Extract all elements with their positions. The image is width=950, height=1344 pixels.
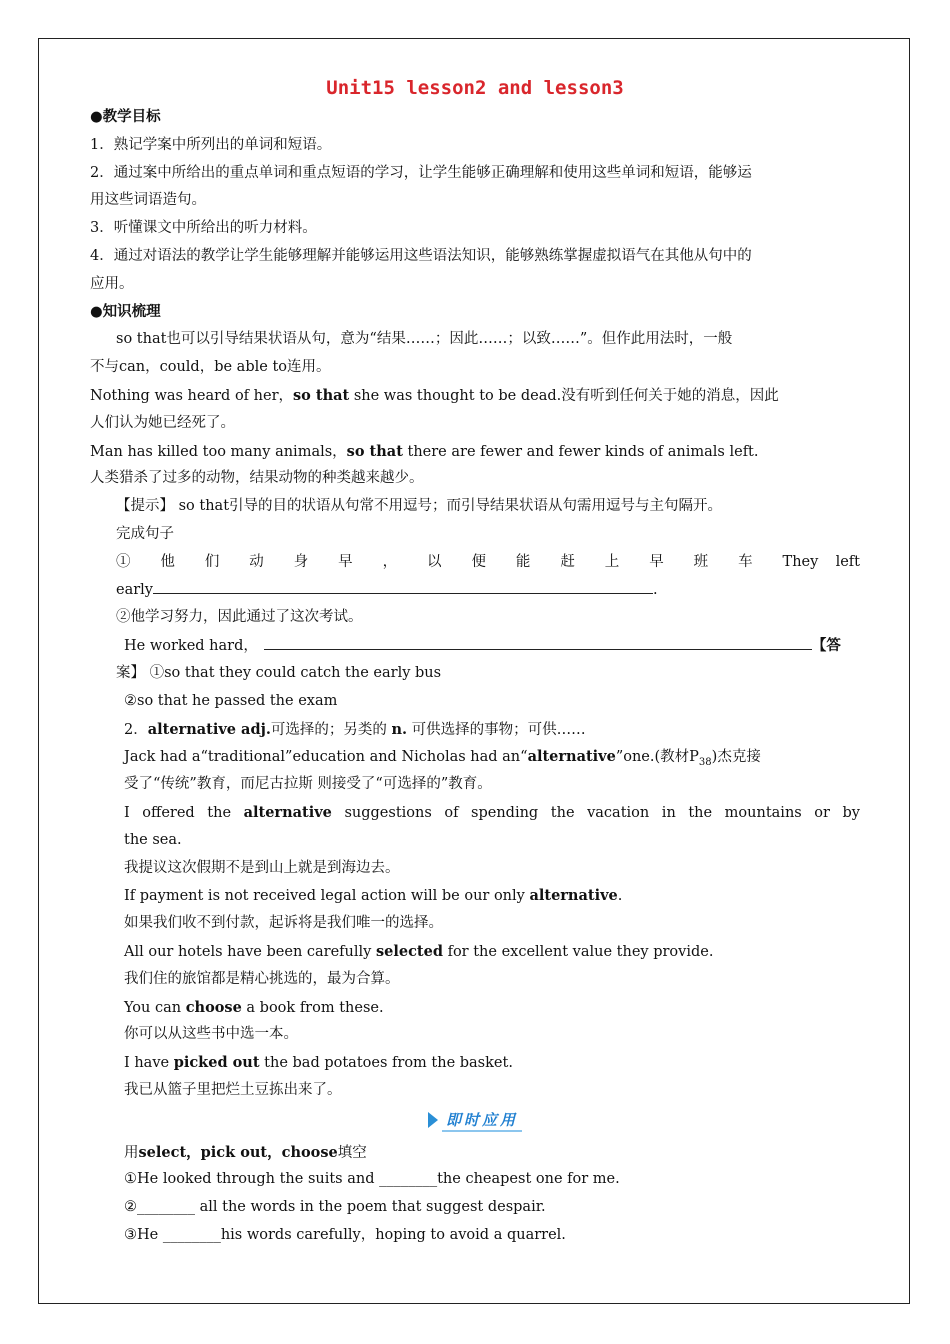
example-sentence (90, 438, 860, 466)
example-sentence (90, 938, 860, 966)
example-translation: 受了“传统”教育，而尼古拉斯 则接受了“可选择的”教育。 (124, 776, 492, 793)
example-text: Jack had a“traditional”education and Nicholas had an“ (124, 749, 528, 766)
example-text: All our hotels have been carefully (124, 943, 376, 960)
page-title: Unit15 lesson2 and lesson3 (326, 77, 624, 99)
complete-sentences-label: 完成句子 (116, 525, 174, 542)
keyword: so that (346, 442, 403, 460)
exercise-question: ②他学习努力，因此通过了这次考试。 (116, 609, 363, 626)
example-sentence (90, 743, 860, 771)
exercise-answer-line (90, 632, 860, 660)
objective-item: 4．通过对语法的教学让学生能够理解并能够运用这些语法知识，能够熟练掌握虚拟语气在其他从句中的 (90, 247, 752, 264)
vocab-word: alternative adj. (147, 720, 271, 738)
practice-instruction (90, 1139, 860, 1167)
so-that-intro-cont: 不与can，could，be able to连用。 (90, 359, 331, 376)
objectives-heading: ●教学目标 (90, 109, 161, 125)
example-translation: 我已从篮子里把烂土豆拣出来了。 (124, 1081, 342, 1098)
example-sentence (90, 1049, 860, 1077)
example-translation: 我提议这次假期不是到山上就是到海边去。 (124, 859, 400, 876)
vocab-number: 2． (124, 721, 148, 738)
page-ref: 38 (698, 757, 712, 769)
instruction-text: 填空 (337, 1144, 367, 1161)
example-text: Nothing was heard of her， (90, 387, 293, 404)
example-text: If payment is not received legal action will be our only (124, 888, 530, 905)
vocab-meaning: 可选择的；另类的 (270, 721, 392, 738)
example-text: . (617, 888, 623, 905)
vocab-heading (90, 716, 860, 744)
example-translation: 我们住的旅馆都是精心挑选的，最为合算。 (124, 970, 400, 987)
objective-item: 3．听懂课文中所给出的听力材料。 (90, 220, 317, 237)
exercise-answer-line (90, 577, 860, 605)
example-text: a book from these. (241, 999, 384, 1016)
exercise-text: early (116, 581, 153, 598)
keyword: picked out (173, 1054, 260, 1072)
example-text: ”one.(教材P (615, 749, 699, 766)
knowledge-heading: ●知识梳理 (90, 303, 161, 320)
example-sentence (90, 994, 860, 1022)
tip-note: 【提示】 so that引导的目的状语从句常不用逗号；而引导结果状语从句需用逗号与主句隔开。 (116, 498, 723, 515)
objective-item: 1．熟记学案中所列出的单词和短语。 (90, 136, 332, 153)
example-sentence (90, 382, 860, 410)
example-translation: 人类猎杀了过多的动物，结果动物的种类越来越少。 (90, 470, 424, 487)
example-text: for the excellent value they provide. (442, 943, 714, 960)
exercise-text: He worked hard， (124, 638, 258, 655)
example-text: the bad potatoes from the basket. (259, 1055, 513, 1072)
exercise-text: . (653, 581, 658, 598)
example-translation: 你可以从这些书中选一本。 (124, 1026, 298, 1043)
example-translation: 人们认为她已经死了。 (90, 414, 235, 431)
example-text: )杰克接 (711, 749, 761, 766)
example-text-cont: the sea. (124, 831, 182, 848)
example-text: suggestions of spending the vacation in the mountains or by (331, 804, 860, 821)
example-translation: 如果我们收不到付款，起诉将是我们唯一的选择。 (124, 915, 443, 932)
worksheet (90, 72, 860, 1250)
practice-item: ②________ all the words in the poem that suggest despair. (124, 1199, 546, 1216)
example-text: I have (124, 1055, 174, 1072)
practice-badge (90, 1105, 860, 1139)
answer-key: 案】 ①so that they could catch the early bus (116, 664, 442, 681)
practice-badge-inner (428, 1109, 522, 1132)
vocab-pos: n. (391, 720, 408, 738)
answer-blank[interactable] (264, 635, 812, 650)
example-text: You can (124, 999, 186, 1016)
keyword: so that (293, 386, 350, 404)
answer-key: ②so that he passed the exam (124, 692, 338, 709)
vocab-meaning: 可供选择的事物；可供…… (407, 721, 586, 738)
example-text: there are fewer and fewer kinds of animals left. (402, 443, 759, 460)
instruction-text: 用 (124, 1144, 139, 1161)
practice-item: ①He looked through the suits and ________the cheapest one for me. (124, 1171, 620, 1188)
example-text: she was thought to be dead.没有听到任何关于她的消息，因此 (349, 387, 779, 404)
objective-item: 用这些词语造句。 (90, 192, 206, 209)
play-arrow-icon (428, 1112, 438, 1128)
example-text: I offered the (124, 804, 244, 821)
keyword: alternative (243, 803, 332, 821)
keyword: selected (375, 942, 443, 960)
practice-badge-label: 即时应用 (442, 1109, 522, 1132)
answer-blank[interactable] (153, 579, 653, 594)
objective-item: 2．通过案中所给出的重点单词和重点短语的学习，让学生能够正确理解和使用这些单词和短语，能够运 (90, 164, 752, 181)
so-that-intro: so that也可以引导结果状语从句，意为“结果……；因此……；以致……”。但作此用法时，一般 (116, 331, 733, 348)
exercise-question: ① 他 们 动 身 早 ， 以 便 能 赶 上 早 班 车 They left (116, 553, 860, 570)
example-sentence (90, 799, 860, 827)
example-text: Man has killed too many animals， (90, 443, 347, 460)
answer-label: 【答 (811, 637, 841, 655)
keyword: choose (185, 998, 242, 1016)
keyword: alternative (527, 748, 616, 766)
practice-item: ③He ________his words carefully，hoping to avoid a quarrel. (124, 1227, 566, 1244)
keyword: alternative (529, 887, 618, 905)
example-sentence (90, 882, 860, 910)
objective-item: 应用。 (90, 275, 134, 292)
instruction-words: select，pick out，choose (138, 1143, 338, 1161)
